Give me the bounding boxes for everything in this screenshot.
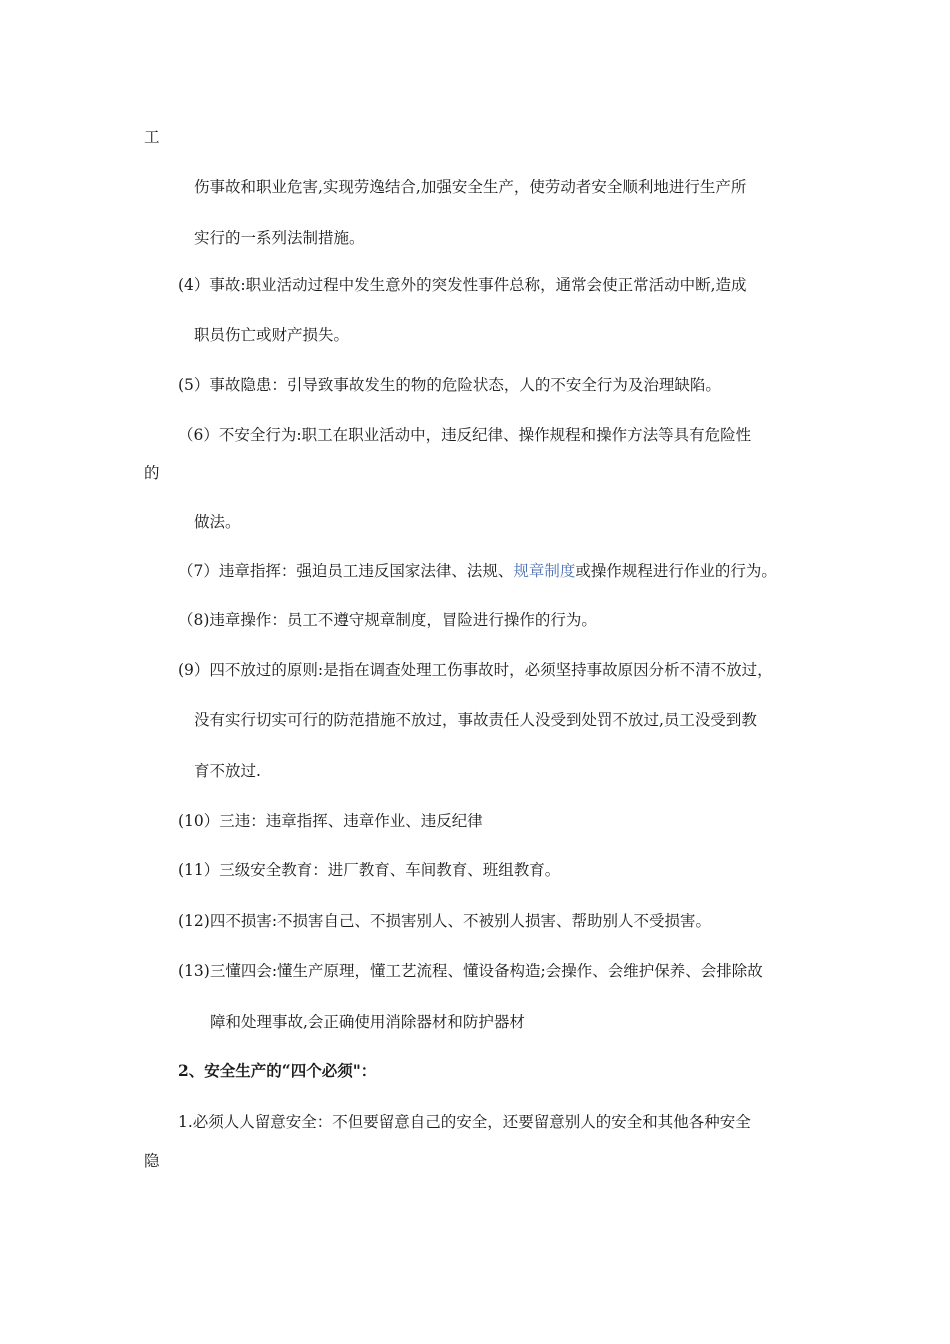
- text-line: 没有实行切实可行的防范措施不放过，事故责任人没受到处罚不放过,员工没受到教: [194, 711, 757, 729]
- list-item: (12)四不损害:不损害自己、不损害别人、不被别人损害、帮助别人不受损害。: [178, 912, 712, 930]
- list-item: (5）事故隐患：引导致事故发生的物的危险状态，人的不安全行为及治理缺陷。: [178, 376, 721, 394]
- list-item: （8)违章操作：员工不遵守规章制度，冒险进行操作的行为。: [178, 611, 597, 629]
- list-item: (11）三级安全教育：进厂教育、车间教育、班组教育。: [178, 861, 561, 879]
- list-item: 1.必须人人留意安全：不但要留意自己的安全，还要留意别人的安全和其他各种安全: [178, 1113, 751, 1131]
- list-item: [178, 561, 777, 581]
- rules-link[interactable]: 规章制度: [513, 562, 576, 580]
- text-line: 伤事故和职业危害,实现劳逸结合,加强安全生产，使劳动者安全顺利地进行生产所: [194, 178, 747, 196]
- text-line: 实行的一系列法制措施。: [194, 229, 365, 247]
- list-item: (13)三懂四会:懂生产原理，懂工艺流程、懂设备构造;会操作、会维护保养、会排除故: [178, 962, 763, 980]
- list-item: (10）三违：违章指挥、违章作业、违反纪律: [178, 812, 483, 830]
- text-line: 工: [144, 128, 160, 146]
- text-line: 的: [144, 464, 160, 482]
- text-line: 隐: [144, 1152, 160, 1170]
- text-line: 做法。: [194, 513, 241, 531]
- text-line: 育不放过.: [194, 762, 261, 780]
- text-segment: 或操作规程进行作业的行为。: [575, 562, 777, 580]
- list-item: (9）四不放过的原则:是指在调查处理工伤事故时，必须坚持事故原因分析不清不放过，: [178, 661, 773, 679]
- text-line: 障和处理事故,会正确使用消除器材和防护器材: [210, 1013, 525, 1031]
- section-heading: 2、安全生产的“四个必须"：: [178, 1061, 377, 1080]
- text-line: 职员伤亡或财产损失。: [194, 326, 350, 344]
- list-item: (4）事故:职业活动过程中发生意外的突发性事件总称，通常会使正常活动中断,造成: [178, 276, 747, 294]
- text-segment: （7）违章指挥：强迫员工违反国家法律、法规、: [178, 562, 514, 580]
- list-item: （6）不安全行为:职工在职业活动中，违反纪律、操作规程和操作方法等具有危险性: [178, 426, 752, 444]
